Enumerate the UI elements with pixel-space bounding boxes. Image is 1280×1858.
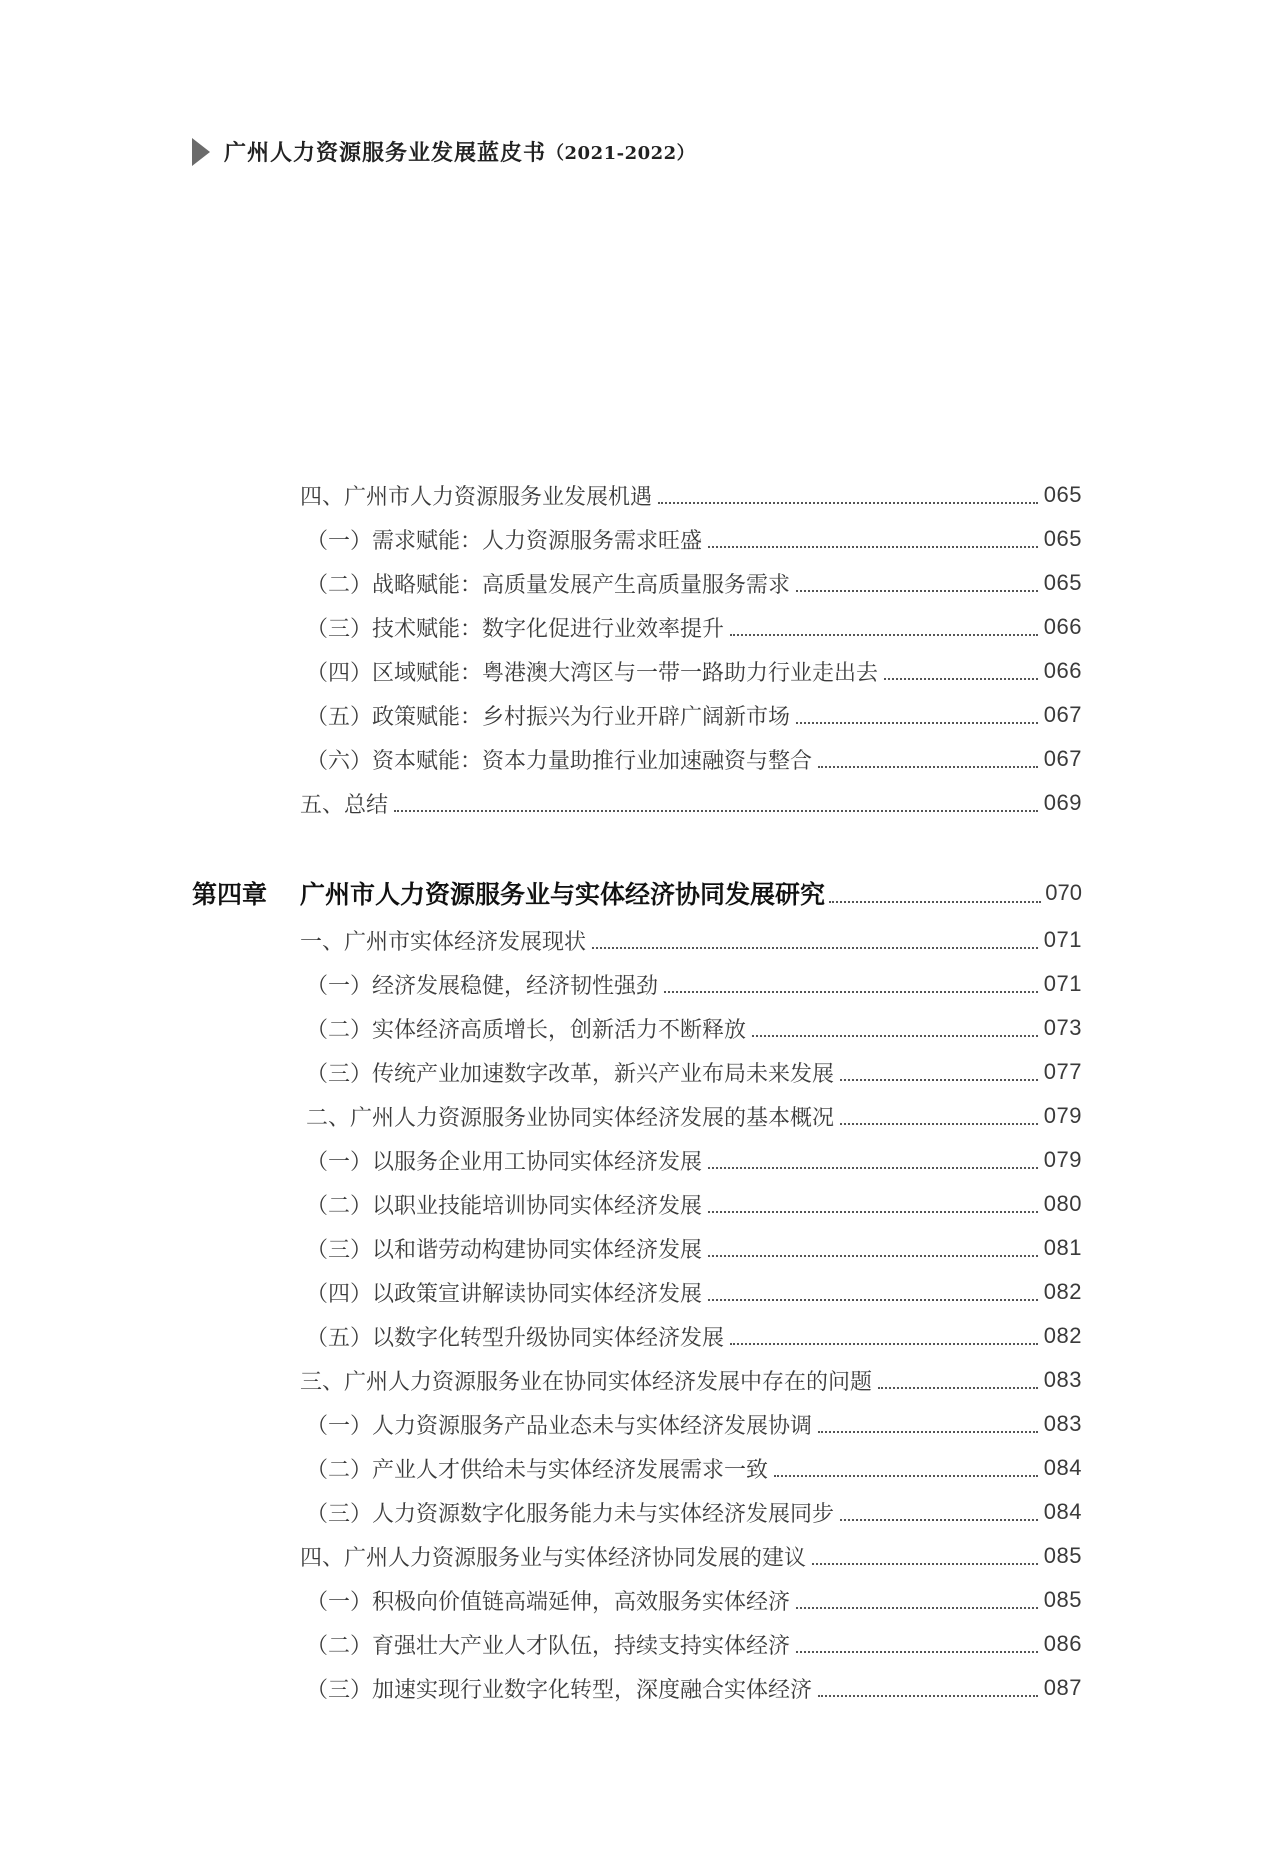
toc-entry[interactable]: [306, 1492, 1082, 1532]
leader-dots: [884, 678, 1038, 680]
leader-dots: [708, 1299, 1038, 1301]
leader-dots: [829, 901, 1041, 903]
toc-entry[interactable]: [306, 1184, 1082, 1224]
toc-entry-page: 067: [1043, 702, 1082, 727]
toc-entry[interactable]: [300, 475, 1082, 515]
toc-entry[interactable]: [306, 563, 1082, 603]
leader-dots: [840, 1079, 1038, 1081]
toc-entry[interactable]: [306, 1008, 1082, 1048]
toc-entry-title: 五、总结: [300, 792, 389, 818]
toc-entry-page: 065: [1043, 570, 1082, 595]
toc-entry[interactable]: [306, 1096, 1082, 1136]
toc-entry[interactable]: [306, 1272, 1082, 1312]
toc-entry-page: 079: [1043, 1103, 1082, 1128]
toc-entry[interactable]: [306, 651, 1082, 691]
toc-entry-title: （二）战略赋能：高质量发展产生高质量服务需求: [306, 572, 791, 598]
toc-entry-page: 079: [1043, 1147, 1082, 1172]
toc-entry-page: 083: [1043, 1367, 1082, 1392]
toc-entry-page: 071: [1043, 927, 1082, 952]
leader-dots: [708, 1211, 1038, 1213]
toc-entry-title: （五）以数字化转型升级协同实体经济发展: [306, 1325, 725, 1351]
toc-entry[interactable]: [306, 1668, 1082, 1708]
leader-dots: [812, 1563, 1038, 1565]
toc-entry-page: 083: [1043, 1411, 1082, 1436]
leader-dots: [818, 766, 1038, 768]
toc-entry[interactable]: [306, 519, 1082, 559]
toc-entry-page: 065: [1043, 482, 1082, 507]
leader-dots: [752, 1035, 1038, 1037]
toc-entry-title: 一、广州市实体经济发展现状: [300, 929, 587, 955]
header-year: （2021-2022）: [546, 142, 696, 164]
toc-entry-page: 084: [1043, 1455, 1082, 1480]
chapter-page: 070: [1045, 880, 1082, 905]
toc-entry[interactable]: [306, 1228, 1082, 1268]
leader-dots: [796, 722, 1038, 724]
toc-entry-title: （二）产业人才供给未与实体经济发展需求一致: [306, 1457, 769, 1483]
toc-entry-title: 四、广州市人力资源服务业发展机遇: [300, 484, 653, 510]
toc-entry-page: 081: [1043, 1235, 1082, 1260]
toc-entry-title: （一）人力资源服务产品业态未与实体经济发展协调: [306, 1413, 813, 1439]
leader-dots: [730, 634, 1038, 636]
toc-entry-title: 四、广州人力资源服务业与实体经济协同发展的建议: [300, 1545, 807, 1571]
toc-entry-title: （二）以职业技能培训协同实体经济发展: [306, 1193, 703, 1219]
toc-entry-page: 087: [1043, 1675, 1082, 1700]
toc-entry-title: （三）人力资源数字化服务能力未与实体经济发展同步: [306, 1501, 835, 1527]
leader-dots: [796, 590, 1038, 592]
leader-dots: [818, 1695, 1038, 1697]
toc-entry-title: （四）区域赋能：粤港澳大湾区与一带一路助力行业走出去: [306, 660, 879, 686]
toc-entry-title: 二、广州人力资源服务业协同实体经济发展的基本概况: [306, 1105, 835, 1131]
leader-dots: [818, 1431, 1038, 1433]
toc-entry-page: 069: [1043, 790, 1082, 815]
leader-dots: [592, 947, 1038, 949]
toc-entry-page: 065: [1043, 526, 1082, 551]
toc-entry-page: 085: [1043, 1587, 1082, 1612]
toc-entry[interactable]: [306, 1448, 1082, 1488]
chapter-title: 广州市人力资源服务业与实体经济协同发展研究: [300, 880, 826, 909]
toc-entry[interactable]: [306, 607, 1082, 647]
toc-entry-page: 082: [1043, 1279, 1082, 1304]
toc-entry[interactable]: [306, 1316, 1082, 1356]
toc-entry-title: 三、广州人力资源服务业在协同实体经济发展中存在的问题: [300, 1369, 873, 1395]
leader-dots: [774, 1475, 1038, 1477]
toc-entry-title: （三）以和谐劳动构建协同实体经济发展: [306, 1237, 703, 1263]
running-header: [192, 136, 695, 167]
toc-entry[interactable]: [300, 920, 1082, 960]
toc-entry[interactable]: [306, 1404, 1082, 1444]
leader-dots: [730, 1343, 1038, 1345]
toc-entry-title: （三）技术赋能：数字化促进行业效率提升: [306, 616, 725, 642]
leader-dots: [840, 1123, 1038, 1125]
toc-entry-page: 066: [1043, 658, 1082, 683]
toc-entry-page: 071: [1043, 971, 1082, 996]
toc-entry[interactable]: [300, 1360, 1082, 1400]
toc-entry-page: 067: [1043, 746, 1082, 771]
toc-entry-page: 080: [1043, 1191, 1082, 1216]
toc-entry-page: 086: [1043, 1631, 1082, 1656]
leader-dots: [796, 1651, 1038, 1653]
toc-entry-page: 084: [1043, 1499, 1082, 1524]
leader-dots: [658, 502, 1038, 504]
toc-entry[interactable]: [306, 695, 1082, 735]
toc-entry[interactable]: [306, 1140, 1082, 1180]
toc-entry-title: （二）实体经济高质增长，创新活力不断释放: [306, 1017, 747, 1043]
toc-entry-title: （三）传统产业加速数字改革，新兴产业布局未来发展: [306, 1061, 835, 1087]
toc-entry-title: （二）育强壮大产业人才队伍，持续支持实体经济: [306, 1633, 791, 1659]
toc-entry-title: （六）资本赋能：资本力量助推行业加速融资与整合: [306, 748, 813, 774]
header-title: 广州人力资源服务业发展蓝皮书: [224, 140, 547, 166]
leader-dots: [796, 1607, 1038, 1609]
toc-entry-page: 085: [1043, 1543, 1082, 1568]
toc-entry[interactable]: [300, 783, 1082, 823]
leader-dots: [878, 1387, 1038, 1389]
chapter-number: 第四章: [192, 880, 268, 909]
toc-entry[interactable]: [306, 1580, 1082, 1620]
toc-entry-title: （三）加速实现行业数字化转型，深度融合实体经济: [306, 1677, 813, 1703]
leader-dots: [664, 991, 1038, 993]
toc-entry-title: （一）经济发展稳健，经济韧性强劲: [306, 973, 659, 999]
toc-entry[interactable]: [306, 1052, 1082, 1092]
toc-entry-title: （一）需求赋能：人力资源服务需求旺盛: [306, 528, 703, 554]
toc-entry-page: 073: [1043, 1015, 1082, 1040]
triangle-marker-icon: [192, 138, 210, 166]
toc-entry-title: （四）以政策宣讲解读协同实体经济发展: [306, 1281, 703, 1307]
leader-dots: [840, 1519, 1038, 1521]
leader-dots: [708, 546, 1038, 548]
toc-entry-page: 077: [1043, 1059, 1082, 1084]
toc-entry-page: 082: [1043, 1323, 1082, 1348]
toc-entry[interactable]: [300, 1536, 1082, 1576]
toc-entry[interactable]: [306, 1624, 1082, 1664]
toc-entry[interactable]: [306, 739, 1082, 779]
toc-entry-title: （一）积极向价值链高端延伸，高效服务实体经济: [306, 1589, 791, 1615]
leader-dots: [708, 1167, 1038, 1169]
chapter-heading[interactable]: [192, 871, 1082, 915]
toc-entry[interactable]: [306, 964, 1082, 1004]
toc-entry-title: （五）政策赋能：乡村振兴为行业开辟广阔新市场: [306, 704, 791, 730]
toc-entry-title: （一）以服务企业用工协同实体经济发展: [306, 1149, 703, 1175]
toc-entry-page: 066: [1043, 614, 1082, 639]
leader-dots: [394, 810, 1038, 812]
leader-dots: [708, 1255, 1038, 1257]
